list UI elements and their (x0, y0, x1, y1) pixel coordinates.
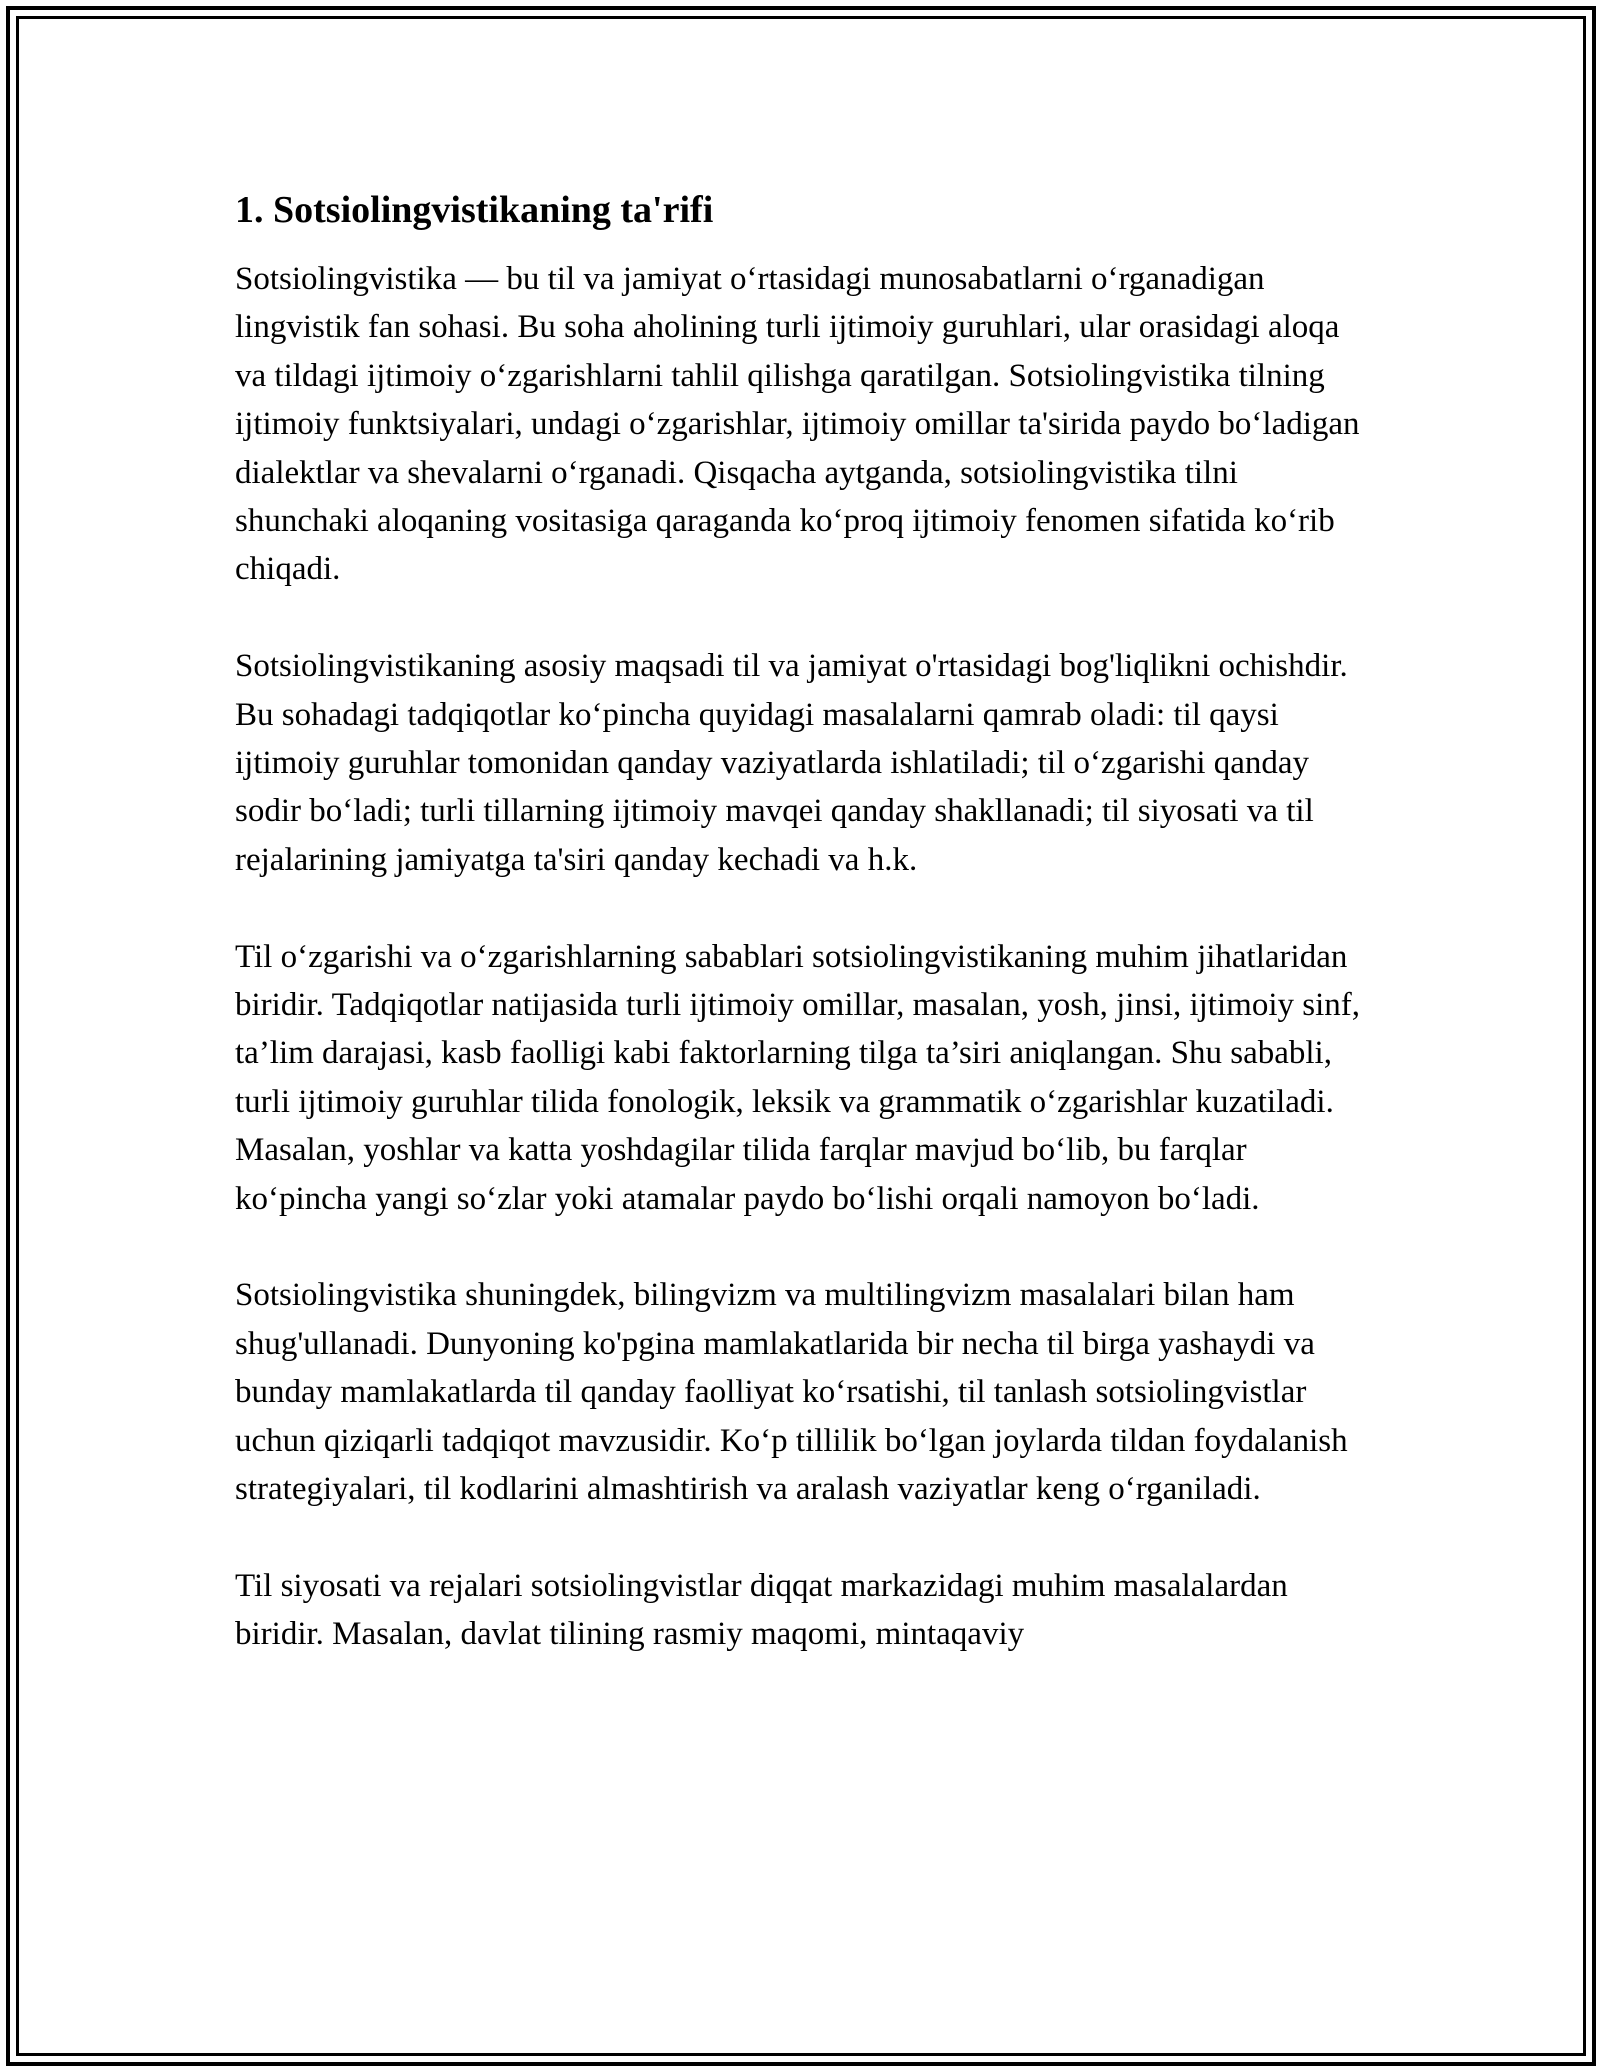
paragraph-language-policy: Til siyosati va rejalari sotsiolingvistlar diqqat markazidagi muhim masalalardan biridir. Masalan, davlat tilining rasmiy maqomi, mintaqaviy (235, 1567, 1288, 1653)
document-body (235, 185, 1375, 1707)
section-heading: 1. Sotsiolingvistikaning ta'rifi (235, 189, 714, 231)
paragraph-main-goal: Sotsiolingvistikaning asosiy maqsadi til va jamiyat o'rtasidagi bog'liqlikni ochishdir. Bu sohadagi tadqiqotlar ko‘pincha quyidagi masalalarni qamrab oladi: til qaysi ijtimoiy guruhlar tomonidan qanday vaziyatlarda ishlatiladi; til o‘zgarishi qanday sodir bo‘ladi; turli tillarning ijtimoiy mavqei qanday shakllanadi; til siyosati va til rejalarining jamiyatga ta'siri qanday kechadi va h.k. (235, 648, 1348, 878)
paragraph-language-change: Til o‘zgarishi va o‘zgarishlarning sabablari sotsiolingvistikaning muhim jihatlaridan biridir. Tadqiqotlar natijasida turli ijtimoiy omillar, masalan, yosh, jinsi, ijtimoiy sinf, ta’lim darajasi, kasb faolligi kabi faktorlarning tilga ta’siri aniqlangan. Shu sababli, turli ijtimoiy guruhlar tilida fonologik, leksik va grammatik o‘zgarishlar kuzatiladi. Masalan, yoshlar va katta yoshdagilar tilida farqlar mavjud bo‘lib, bu farqlar ko‘pincha yangi so‘zlar yoki atamalar paydo bo‘lishi orqali namoyon bo‘ladi. (235, 938, 1360, 1217)
paragraph-definition: Sotsiolingvistika — bu til va jamiyat o‘rtasidagi munosabatlarni o‘rganadigan lingvistik fan sohasi. Bu soha aholining turli ijtimoiy guruhlari, ular orasidagi aloqa va tildagi ijtimoiy o‘zgarishlarni tahlil qilishga qaratilgan. Sotsiolingvistika tilning ijtimoiy funktsiyalari, undagi o‘zgarishlar, ijtimoiy omillar ta'sirida paydo bo‘ladigan dialektlar va shevalarni o‘rganadi. Qisqacha aytganda, sotsiolingvistika tilni shunchaki aloqaning vositasiga qaraganda ko‘proq ijtimoiy fenomen sifatida ko‘rib chiqadi. (235, 261, 1360, 588)
paragraph-bilingualism: Sotsiolingvistika shuningdek, bilingvizm va multilingvizm masalalari bilan ham shug'ullanadi. Dunyoning ko'pgina mamlakatlarida bir necha til birga yashaydi va bunday mamlakatlarda til qanday faolliyat ko‘rsatishi, til tanlash sotsiolingvistlar uchun qiziqarli tadqiqot mavzusidir. Ko‘p tillilik bo‘lgan joylarda tildan foydalanish strategiyalari, til kodlarini almashtirish va aralash vaziyatlar keng o‘rganiladi. (235, 1277, 1348, 1508)
